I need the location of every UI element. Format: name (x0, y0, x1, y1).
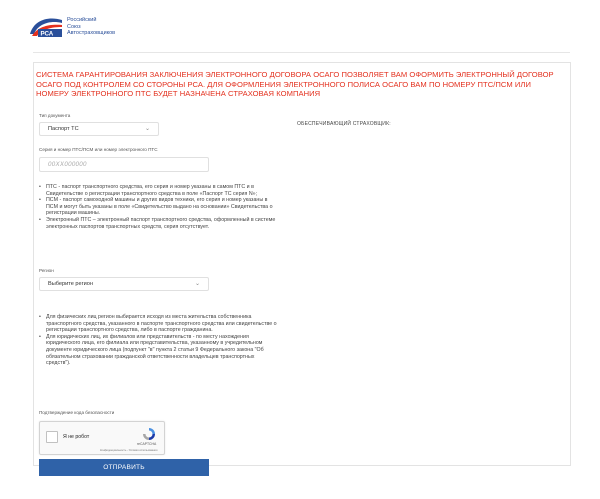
captcha-section-label: Подтверждение кода безопасности (39, 410, 115, 415)
rsa-logo[interactable] (28, 14, 138, 40)
doc-note-pts: • ПТС - паспорт транспортного средства, его серия и номер указаны в самом ПТС и в Свидетельстве о регистрации транспортного средства в поле «Паспорт ТС серия N»; (39, 184, 279, 197)
rsa-logo-icon (28, 16, 64, 38)
recaptcha-links[interactable]: Конфиденциальность - Условия использования (100, 449, 158, 452)
header-divider (33, 52, 570, 53)
logo-line-3: Автостраховщиков (67, 30, 116, 36)
region-value: Выберите регион (48, 281, 93, 287)
recaptcha-brand: reCAPTCHA (137, 442, 157, 446)
serial-label: Серия и номер ПТС/ПСМ или номер электронного ПТС (39, 147, 158, 152)
logo-line-1: Российский (67, 17, 97, 23)
region-note-individuals: • Для физических лиц регион выбирается исходя из места жительства собственника транспортного средства, указанного в паспорте транспортного средства или свидетельстве о регистрации транспортного средства, либо в паспорте гражданина. (39, 314, 279, 334)
chevron-down-icon: ⌄ (144, 126, 150, 132)
region-label: Регион (39, 268, 54, 273)
doc-note-epts: • Электронный ПТС – электронный паспорт транспортного средства, оформленный в системе электронных паспортов транспортных средств, серия отсутствует. (39, 217, 279, 230)
logo-abbr: РСА (40, 30, 54, 38)
region-note-legal-entities: • Для юридических лиц, их филиалов или представительств - по месту нахождения юридического лица, его филиала или представительства, указанному в учредительном документе юридического лица (подпункт "в" пункта 2 статьи 9 Федерального закона "Об обязательном страховании гражданской ответственности владельцев транспортных средств"). (39, 334, 279, 367)
doc-note-psm: • ПСМ - паспорт самоходной машины и других видов техники, его серия и номер указаны в ПСМ и могут быть указаны в поле «Свидетельство выдано на основании» Свидетельства о регистрации машины. (39, 197, 279, 217)
doc-type-label: Тип документа (39, 113, 71, 118)
chevron-down-icon: ⌄ (194, 281, 200, 287)
submit-button[interactable]: ОТПРАВИТЬ (39, 459, 209, 476)
page-headline: СИСТЕМА ГАРАНТИРОВАНИЯ ЗАКЛЮЧЕНИЯ ЭЛЕКТРОННОГО ДОГОВОРА ОСАГО ПОЗВОЛЯЕТ ВАМ ОФОРМИТЬ ЭЛЕКТРОННЫЙ ДОГОВОР ОСАГО ПОД КОНТРОЛЕМ СО СТОРОНЫ РСА. ДЛЯ ОФОРМЛЕНИЯ ЭЛЕКТРОННОГО ПОЛИСА ОСАГО ВАМ ПО НОМЕРУ ПТС/ПСМ ИЛИ НОМЕРУ ЭЛЕКТРОННОГО ПТС БУДЕТ НАЗНАЧЕНА СТРАХОВАЯ КОМПАНИЯ (36, 70, 554, 99)
doc-type-select[interactable] (39, 122, 159, 136)
doc-notes-list (39, 184, 279, 230)
insurer-label: ОБЕСПЕЧИВАЮЩИЙ СТРАХОВЩИК: (297, 121, 391, 127)
recaptcha-logo-icon (142, 427, 156, 441)
serial-input[interactable] (39, 157, 209, 172)
serial-placeholder: 00XX000000 (48, 161, 87, 168)
site-header (0, 0, 600, 52)
logo-line-2: Союз (67, 23, 81, 30)
recaptcha-checkbox-label: Я не робот (63, 434, 90, 440)
recaptcha-checkbox[interactable] (46, 431, 58, 443)
region-notes-list (39, 314, 279, 367)
doc-type-value: Паспорт ТС (48, 126, 79, 132)
region-select[interactable] (39, 277, 209, 291)
logo-text (67, 17, 115, 37)
recaptcha-widget (39, 421, 165, 455)
